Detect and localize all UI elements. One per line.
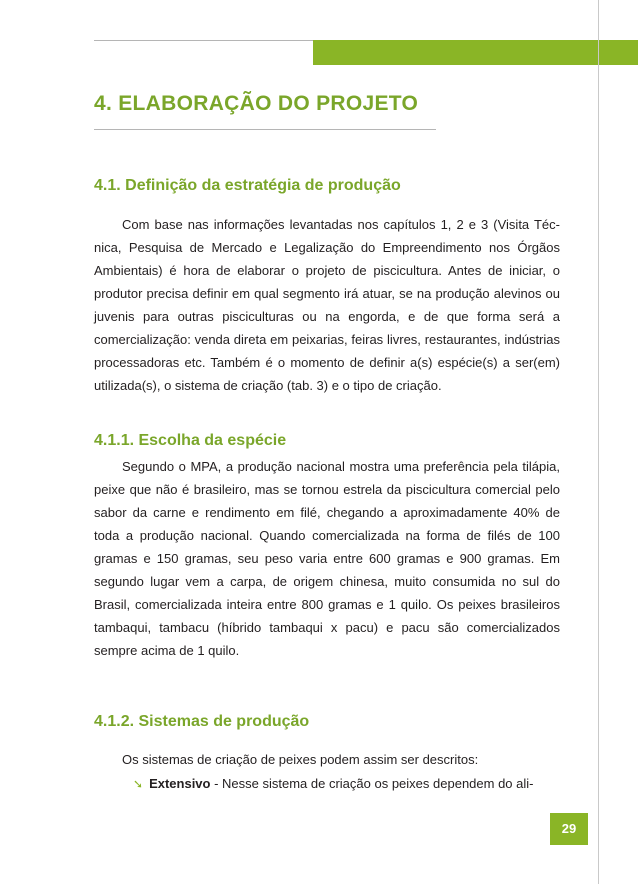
section-4-1-2-paragraph: Os sistemas de criação de peixes podem assim ser descritos:	[122, 752, 479, 767]
top-rule	[94, 40, 314, 41]
chapter-title: 4. ELABORAÇÃO DO PROJETO	[94, 92, 419, 115]
margin-line	[598, 0, 599, 884]
arrow-right-icon: ➘	[133, 777, 144, 791]
bullet-term: Extensivo	[149, 776, 211, 791]
section-heading-4-1: 4.1. Definição da estratégia de produção	[94, 177, 401, 194]
page-number: 29	[550, 813, 588, 845]
section-heading-4-1-2: 4.1.2. Sistemas de produção	[94, 713, 310, 730]
bullet-text: - Nesse sistema de criação os peixes dependem do ali-	[210, 776, 534, 791]
section-heading-4-1-1: 4.1.1. Escolha da espécie	[94, 432, 287, 449]
top-accent-bar	[313, 40, 638, 65]
section-4-1-1-paragraph: Segundo o MPA, a produção nacional mostra uma preferência pela tilápia, peixe que não é brasileiro, mas se tornou estrela da piscicultura comercial pelo sabor da carne e rendimento em filé, chegando a aproximadamente 40% de toda a produção nacional. Quando comercializada na forma de filés de 100 gramas e 150 gramas, seu peso varia entre 600 gramas e 900 gramas. Em segundo lugar vem a carpa, de origem chinesa, muito consumida no sul do Brasil, comercializada inteira entre 800 gramas e 1 quilo. Os peixes brasileiros tambaqui, tambacu (híbrido tambaqui x pacu) e pacu são comercializados sempre acima de 1 quilo.	[94, 459, 560, 658]
section-4-1-paragraph: Com base nas informações levantadas nos capítulos 1, 2 e 3 (Visita Técnica, Pesquisa de Mercado e Legalização do Empreendimento nos Órgãos Ambientais) é hora de elaborar o projeto de piscicultura. Antes de iniciar, o produtor precisa definir em qual segmento irá atuar, se na produção alevinos ou juvenis para outras pisciculturas ou na engorda, e de que forma será a comercialização: venda direta em peixarias, feiras livres, restaurantes, indústrias processadoras etc. Também é o momento de definir a(s) espécie(s) a ser(em) utilizada(s), o sistema de criação (tab. 3) e o tipo de criação.	[94, 217, 560, 393]
bullet-extensivo	[133, 772, 560, 796]
chapter-divider	[94, 129, 436, 130]
